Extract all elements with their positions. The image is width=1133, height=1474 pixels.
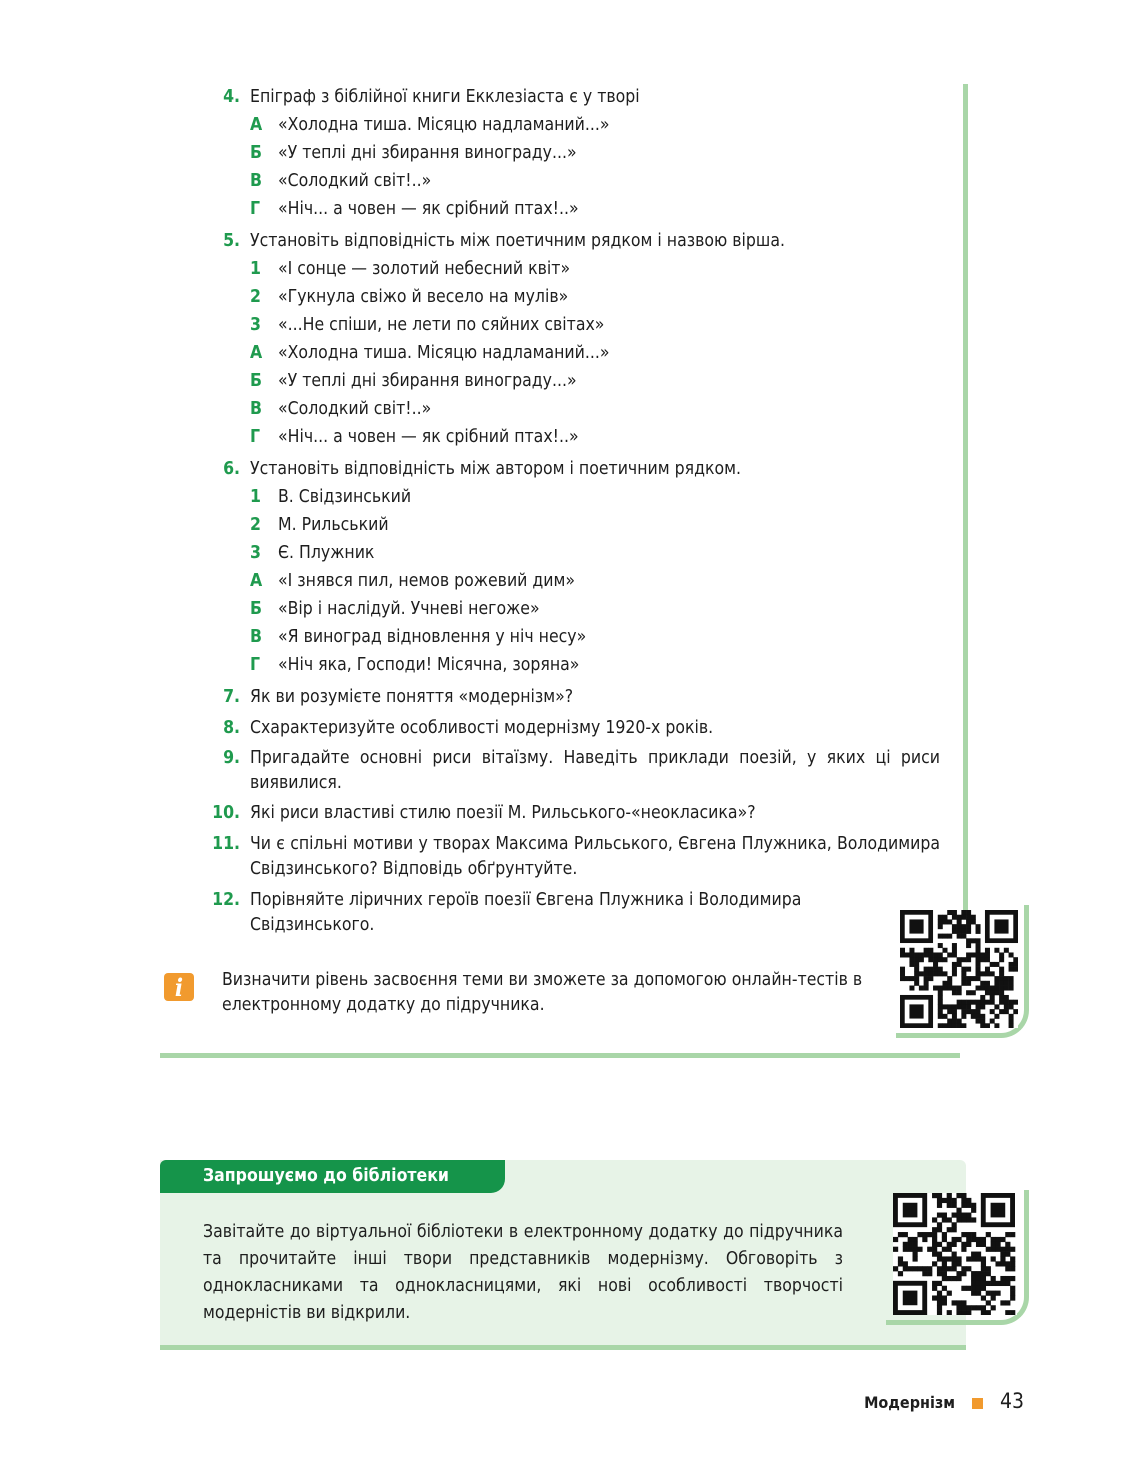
question-12 [200,888,940,938]
qr-code[interactable] [900,910,1018,1028]
question-text: Як ви розумієте поняття «модернізм»? [250,687,574,707]
q6-option-1: 1 В. Свідзинський [250,487,412,507]
q6-option-a: А «І знявся пил, немов рожевий дим» [250,571,576,591]
q4-option-v: В «Солодкий світ!..» [250,171,432,191]
question-text: Які риси властиві стилю поезії М. Рильського-«неокласика»? [250,803,756,823]
q6-option-v: В «Я виноград відновлення у ніч несу» [250,627,587,647]
question-4 [200,85,940,110]
q5-option-1: 1 «І сонце — золотий небесний квіт» [250,259,571,279]
question-text: Епіграф з біблійної книги Екклезіаста є у творі [250,87,640,107]
qr-code[interactable] [893,1193,1017,1315]
question-6 [200,457,940,482]
footer-square-icon [972,1398,983,1409]
question-9 [200,746,940,796]
library-title: Запрошуємо до бібліотеки [160,1160,505,1193]
question-10 [200,801,940,826]
question-number: 8. [223,718,240,738]
q5-option-2: 2 «Гукнула свіжо й весело на мулів» [250,287,569,307]
qr-code-icon [900,910,1018,1028]
question-text: Пригадайте основні риси вітаїзму. Наведіть приклади поезій, у яких ці риси виявилися. [250,748,940,793]
question-8 [200,716,940,741]
q4-option-b: Б «У теплі дні збирання винограду...» [250,143,577,163]
question-number: 5. [223,231,240,251]
q5-option-b: Б «У теплі дні збирання винограду...» [250,371,577,391]
question-number: 9. [223,748,240,768]
q4-option-g: Г «Ніч... а човен — як срібний птах!..» [250,199,579,219]
question-number: 12. [212,890,240,910]
question-text: Порівняйте ліричних героїв поезії Євгена Плужника і Володимира Свідзинського. [250,890,802,935]
q6-option-g: Г «Ніч яка, Господи! Місячна, зоряна» [250,655,580,675]
question-number: 4. [223,87,240,107]
qr-code-icon [893,1193,1017,1315]
question-number: 7. [223,687,240,707]
info-text: Визначити рівень засвоєння теми ви зможете за допомогою онлайн-тестів в електронному додатку до підручника. [222,970,863,1015]
question-number: 10. [212,803,240,823]
q6-option-3: 3 Є. Плужник [250,543,375,563]
question-number: 6. [223,459,240,479]
question-text: Установіть відповідність між автором і поетичним рядком. [250,459,742,479]
question-5 [200,229,940,254]
q6-option-b: Б «Вір і наслідуй. Учневі негоже» [250,599,540,619]
q5-option-a: А «Холодна тиша. Місяцю надламаний...» [250,343,610,363]
question-text: Чи є спільні мотиви у творах Максима Рильського, Євгена Плужника, Володимира Свідзинського? Відповідь обґрунтуйте. [250,834,940,879]
q5-option-v: В «Солодкий світ!..» [250,399,432,419]
question-text: Установіть відповідність між поетичним рядком і назвою вірша. [250,231,785,251]
question-number: 11. [212,834,240,854]
question-7 [200,685,940,710]
frame-bottom-line [160,1053,960,1058]
q4-option-a: А «Холодна тиша. Місяцю надламаний...» [250,115,610,135]
q5-option-3: 3 «...Не спіши, не лети по сяйних світах» [250,315,605,335]
q6-option-2: 2 М. Рильський [250,515,389,535]
page-number: 43 [1000,1389,1025,1413]
question-text: Схарактеризуйте особливості модернізму 1920-х років. [250,718,714,738]
footer-section-title: Модернізм [864,1393,955,1412]
q5-option-g: Г «Ніч... а човен — як срібний птах!..» [250,427,579,447]
library-text: Завітайте до віртуальної бібліотеки в електронному додатку до підручника та прочитайте інші твори представників модернізму. Обговоріть з однокласниками та однокласницями, які нові особливості творчості модерністів ви відкрили. [203,1222,843,1323]
frame-right-line [963,84,968,910]
question-11 [200,832,940,882]
library-bottom-line [160,1345,966,1350]
info-icon: i [164,973,194,1001]
